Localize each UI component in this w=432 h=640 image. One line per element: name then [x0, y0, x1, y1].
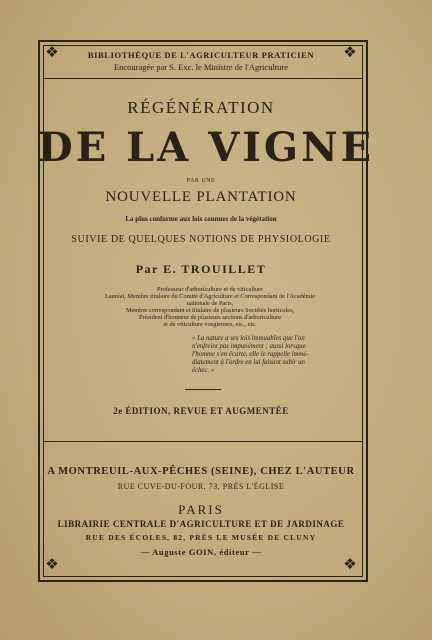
- title-main: DE LA VIGNE: [38, 124, 375, 171]
- imprint-montreuil: A MONTREUIL-AUX-PÊCHES (SEINE), CHEZ L'AUTEUR: [47, 466, 355, 477]
- author-credential: et de viticulture vosgiennes, etc., etc.: [163, 321, 257, 328]
- corner-ornament-icon: ❖: [343, 555, 357, 573]
- author-credential: Membre correspondant et titulaire de plusieurs Sociétés horticoles,: [125, 307, 295, 314]
- divider: [44, 78, 362, 79]
- divider: [44, 441, 362, 442]
- series-subtitle: Encouragée par S. Exc. le Ministre de l'Agriculture: [113, 62, 289, 72]
- epigraph-line: « La nature a ses lois immuables que l'on: [192, 335, 305, 342]
- title-line-3: NOUVELLE PLANTATION: [105, 189, 297, 205]
- title-line-1: RÉGÉNÉRATION: [127, 98, 275, 117]
- corner-ornament-icon: ❖: [343, 43, 357, 61]
- corner-ornament-icon: ❖: [45, 43, 59, 61]
- corner-ornament-icon: ❖: [45, 555, 59, 573]
- author-credential: Président d'honneur de plusieurs sections d'arboriculture: [139, 314, 281, 321]
- series-title: BIBLIOTHÈQUE DE L'AGRICULTEUR PRATICIEN: [87, 50, 315, 60]
- imprint-publisher: — Auguste GOIN, éditeur —: [140, 547, 262, 557]
- epigraph-line: échec. »: [192, 367, 215, 374]
- imprint-address-1: RUE CUVE-DU-FOUR, 73, PRÈS L'ÉGLISE: [117, 482, 285, 491]
- author-credential: nationale de Paris,: [186, 300, 234, 307]
- imprint-city: PARIS: [178, 502, 224, 517]
- epigraph-line: l'homme s'en écarte, elle le rappelle immé-: [192, 351, 309, 358]
- author-credential: Professeur d'arboriculture et de viticulture: [156, 286, 264, 293]
- author-name: Par E. TROUILLET: [135, 262, 267, 276]
- title-suffix: SUIVIE DE QUELQUES NOTIONS DE PHYSIOLOGIE: [71, 234, 331, 245]
- edition-statement: 2e ÉDITION, REVUE ET AUGMENTÉE: [113, 406, 289, 416]
- title-connector: PAR UNE: [186, 178, 216, 184]
- divider: [185, 389, 221, 390]
- title-tagline: La plus conforme aux lois connues de la végétation: [125, 215, 277, 223]
- imprint-librairie: LIBRAIRIE CENTRALE D'AGRICULTURE ET DE JARDINAGE: [57, 519, 345, 529]
- author-credential: Lauréat, Membre titulaire du Comité d'Agriculture et Correspondant de l'Académie: [105, 293, 315, 300]
- epigraph-line: n'enfreint pas impunément ; aussi lorsque: [192, 343, 306, 350]
- imprint-address-2: RUE DES ÉCOLES, 82, PRÈS LE MUSÉE DE CLUNY: [85, 533, 317, 542]
- epigraph-line: diatement à l'ordre en lui faisant subir un: [192, 359, 305, 366]
